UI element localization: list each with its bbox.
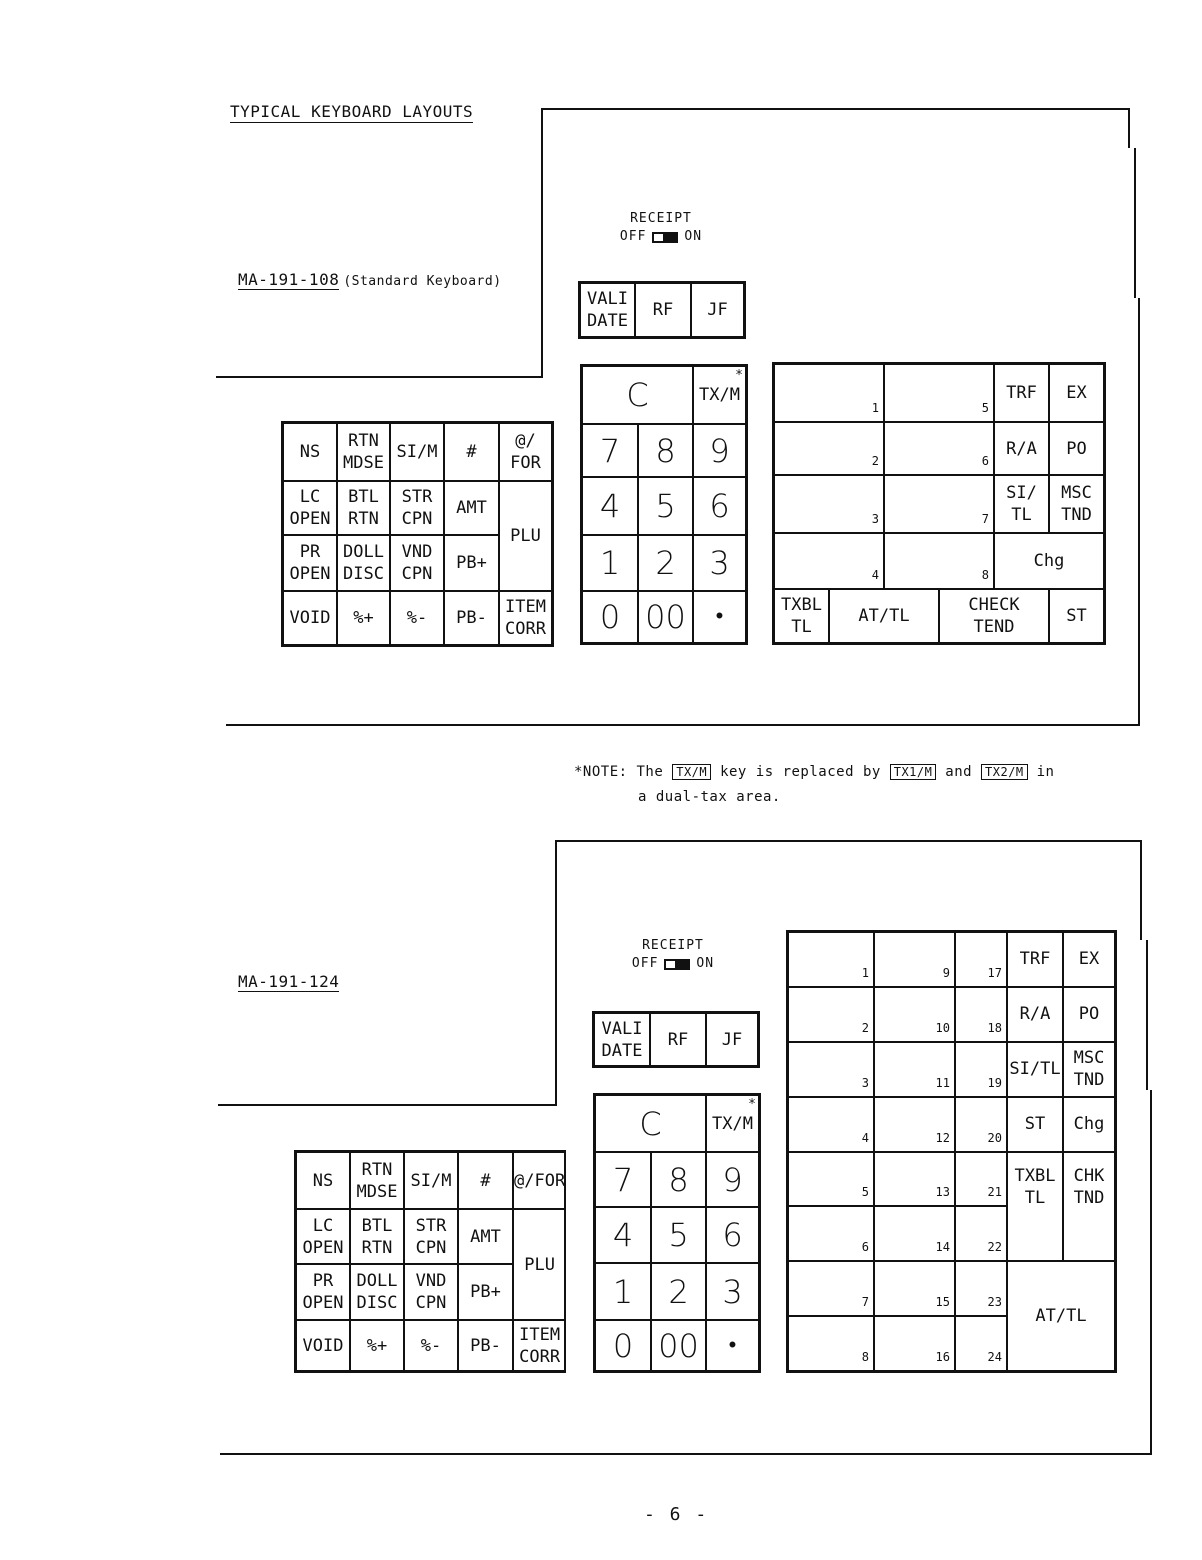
- frame-line: [541, 108, 1130, 110]
- key-item-corr[interactable]: ITEM CORR: [513, 1320, 566, 1371]
- frame-line: [555, 840, 1142, 842]
- key-str-cpn[interactable]: STR CPN: [390, 481, 444, 535]
- frame-line: [1146, 940, 1148, 1090]
- frame-line: [1138, 298, 1140, 724]
- key-ex[interactable]: EX: [1063, 932, 1115, 987]
- receipt-switch[interactable]: [606, 210, 716, 246]
- receipt-label: RECEIPT: [642, 938, 704, 953]
- key-doll-disc[interactable]: DOLL DISC: [350, 1264, 404, 1320]
- left-keypad: [281, 421, 554, 647]
- key-pb-minus[interactable]: PB-: [444, 591, 499, 645]
- note-and: and: [945, 764, 973, 780]
- key-si-m[interactable]: SI/M: [390, 423, 444, 481]
- key-tx-m[interactable]: [693, 366, 746, 424]
- department-key-18[interactable]: 18: [955, 987, 1007, 1042]
- page-heading: TYPICAL KEYBOARD LAYOUTS: [230, 102, 474, 121]
- key-percent-minus[interactable]: %-: [404, 1320, 458, 1371]
- receipt-label: RECEIPT: [630, 211, 692, 226]
- key-void[interactable]: VOID: [296, 1320, 350, 1371]
- department-key-2[interactable]: 2: [788, 987, 874, 1042]
- key-9[interactable]: 9: [693, 424, 746, 477]
- key-pb-minus[interactable]: PB-: [458, 1320, 513, 1371]
- key-4[interactable]: 4: [582, 477, 638, 535]
- frame-line: [1134, 148, 1136, 298]
- key-msc-tnd[interactable]: MSC TND: [1049, 475, 1104, 533]
- department-key-12[interactable]: 12: [874, 1097, 955, 1152]
- department-key-11[interactable]: 11: [874, 1042, 955, 1097]
- key-trf[interactable]: TRF: [1007, 932, 1063, 987]
- key-0[interactable]: 0: [595, 1320, 651, 1371]
- key-8[interactable]: 8: [638, 424, 693, 477]
- department-key-17[interactable]: 17: [955, 932, 1007, 987]
- key-percent-plus[interactable]: %+: [337, 591, 390, 645]
- note-mid: key is replaced by: [720, 764, 881, 780]
- key-item-corr[interactable]: ITEM CORR: [499, 591, 552, 645]
- numeric-keypad: [593, 1093, 761, 1373]
- key-chk-tnd[interactable]: CHK TND: [1063, 1152, 1115, 1262]
- key-btl-rtn[interactable]: BTL RTN: [337, 481, 390, 535]
- department-key-5[interactable]: 5: [788, 1152, 874, 1207]
- department-key-9[interactable]: 9: [874, 932, 955, 987]
- key-r-a[interactable]: R/A: [994, 422, 1049, 475]
- key-validate[interactable]: VALI DATE: [594, 1013, 650, 1066]
- key-decimal[interactable]: •: [693, 591, 746, 643]
- key-rf[interactable]: RF: [635, 283, 691, 337]
- key-check-tend[interactable]: CHECK TEND: [939, 589, 1049, 643]
- department-key-13[interactable]: 13: [874, 1152, 955, 1207]
- department-key-4[interactable]: 4: [774, 533, 884, 589]
- dual-tax-note: [574, 760, 1054, 810]
- department-key-22[interactable]: 22: [955, 1206, 1007, 1261]
- frame-line: [218, 1104, 557, 1106]
- note-suffix: in: [1036, 764, 1055, 780]
- switch-off-label: OFF: [631, 956, 659, 971]
- key-hash[interactable]: #: [458, 1152, 513, 1209]
- frame-line: [555, 840, 557, 1105]
- key-st[interactable]: ST: [1007, 1097, 1063, 1152]
- key-amt[interactable]: AMT: [444, 481, 499, 535]
- key-validate[interactable]: VALI DATE: [580, 283, 635, 337]
- department-key-8[interactable]: 8: [884, 533, 994, 589]
- key-rtn-mdse[interactable]: RTN MDSE: [337, 423, 390, 481]
- key-po[interactable]: PO: [1049, 422, 1104, 475]
- key-jf[interactable]: JF: [691, 283, 744, 337]
- frame-line: [541, 108, 543, 376]
- key-1[interactable]: 1: [582, 535, 638, 591]
- frame-line: [1150, 1090, 1152, 1454]
- key-void[interactable]: VOID: [283, 591, 337, 645]
- note-prefix: *NOTE: The: [574, 764, 664, 780]
- department-key-3[interactable]: 3: [774, 475, 884, 533]
- key-rtn-mdse[interactable]: RTN MDSE: [350, 1152, 404, 1209]
- department-keypad: [786, 930, 1117, 1373]
- key-pb-plus[interactable]: PB+: [444, 535, 499, 591]
- department-key-6[interactable]: 6: [884, 422, 994, 475]
- toggle-switch-icon[interactable]: [664, 959, 690, 970]
- key-6[interactable]: 6: [706, 1207, 759, 1263]
- note-key-tx1-m: TX1/M: [890, 764, 937, 780]
- key-percent-plus[interactable]: %+: [350, 1320, 404, 1371]
- key-ns[interactable]: NS: [283, 423, 337, 481]
- key-2[interactable]: 2: [638, 535, 693, 591]
- department-key-7[interactable]: 7: [884, 475, 994, 533]
- key-1[interactable]: 1: [595, 1263, 651, 1320]
- key-4[interactable]: 4: [595, 1207, 651, 1263]
- switch-off-label: OFF: [619, 229, 647, 244]
- key-at-for[interactable]: @/FOR: [513, 1152, 566, 1209]
- key-0[interactable]: 0: [582, 591, 638, 643]
- key-7[interactable]: 7: [595, 1152, 651, 1207]
- key-txbl-tl[interactable]: TXBL TL: [774, 589, 829, 643]
- department-key-23[interactable]: 23: [955, 1261, 1007, 1316]
- key-clear[interactable]: C: [582, 366, 693, 424]
- key-si-m[interactable]: SI/M: [404, 1152, 458, 1209]
- key-percent-minus[interactable]: %-: [390, 591, 444, 645]
- key-po[interactable]: PO: [1063, 987, 1115, 1042]
- key-r-a[interactable]: R/A: [1007, 987, 1063, 1042]
- department-key-8[interactable]: 8: [788, 1316, 874, 1371]
- key-si-tl[interactable]: SI/TL: [1007, 1042, 1063, 1097]
- key-txbl-tl[interactable]: TXBL TL: [1007, 1152, 1063, 1262]
- department-key-7[interactable]: 7: [788, 1261, 874, 1316]
- key-clear[interactable]: C: [595, 1095, 706, 1152]
- note-star: *: [748, 1097, 756, 1112]
- key-decimal[interactable]: •: [706, 1320, 759, 1371]
- function-keys-top: [578, 281, 746, 339]
- frame-line: [1140, 840, 1142, 940]
- department-key-1[interactable]: 1: [774, 364, 884, 422]
- key-st[interactable]: ST: [1049, 589, 1104, 643]
- key-si-tl[interactable]: SI/ TL: [994, 475, 1049, 533]
- department-key-1[interactable]: 1: [788, 932, 874, 987]
- frame-line: [226, 724, 1140, 726]
- key-8[interactable]: 8: [651, 1152, 706, 1207]
- key-hash[interactable]: #: [444, 423, 499, 481]
- key-3[interactable]: 3: [693, 535, 746, 591]
- key-tx-m[interactable]: [706, 1095, 759, 1152]
- key-doll-disc[interactable]: DOLL DISC: [337, 535, 390, 591]
- key-btl-rtn[interactable]: BTL RTN: [350, 1209, 404, 1264]
- frame-line: [216, 376, 543, 378]
- key-at-tl[interactable]: AT/TL: [829, 589, 939, 643]
- key-rf[interactable]: RF: [650, 1013, 706, 1066]
- note-key-tx2-m: TX2/M: [981, 764, 1028, 780]
- tx-m-label: TX/M: [712, 1113, 753, 1134]
- model-label: [238, 972, 339, 991]
- model-label: [238, 270, 502, 289]
- key-plu[interactable]: PLU: [513, 1209, 566, 1320]
- key-00[interactable]: 00: [651, 1320, 706, 1371]
- department-key-5[interactable]: 5: [884, 364, 994, 422]
- key-lc-open[interactable]: LC OPEN: [296, 1209, 350, 1264]
- department-key-15[interactable]: 15: [874, 1261, 955, 1316]
- key-vnd-cpn[interactable]: VND CPN: [390, 535, 444, 591]
- note-line2: a dual-tax area.: [638, 789, 781, 805]
- numeric-keypad: [580, 364, 748, 645]
- key-ns[interactable]: NS: [296, 1152, 350, 1209]
- note-star: *: [735, 368, 743, 383]
- department-key-20[interactable]: 20: [955, 1097, 1007, 1152]
- toggle-switch-icon[interactable]: [652, 232, 678, 243]
- tx-m-label: TX/M: [699, 385, 740, 405]
- department-key-10[interactable]: 10: [874, 987, 955, 1042]
- key-chg[interactable]: Chg: [994, 533, 1104, 589]
- key-00[interactable]: 00: [638, 591, 693, 643]
- function-keys-top: [592, 1011, 760, 1068]
- model-desc: (Standard Keyboard): [343, 274, 502, 289]
- page-number: - 6 -: [644, 1504, 709, 1525]
- key-9[interactable]: 9: [706, 1152, 759, 1207]
- key-5[interactable]: 5: [638, 477, 693, 535]
- receipt-switch[interactable]: [618, 937, 728, 973]
- key-trf[interactable]: TRF: [994, 364, 1049, 422]
- key-pr-open[interactable]: PR OPEN: [296, 1264, 350, 1320]
- key-3[interactable]: 3: [706, 1263, 759, 1320]
- key-at-for[interactable]: @/ FOR: [499, 423, 552, 481]
- switch-on-label: ON: [684, 229, 703, 244]
- key-amt[interactable]: AMT: [458, 1209, 513, 1264]
- key-pb-plus[interactable]: PB+: [458, 1264, 513, 1320]
- department-keypad: [772, 362, 1106, 645]
- left-keypad: [294, 1150, 566, 1373]
- department-key-2[interactable]: 2: [774, 422, 884, 475]
- department-key-19[interactable]: 19: [955, 1042, 1007, 1097]
- key-6[interactable]: 6: [693, 477, 746, 535]
- department-key-16[interactable]: 16: [874, 1316, 955, 1371]
- key-jf[interactable]: JF: [706, 1013, 758, 1066]
- model-code: MA-191-124: [238, 972, 340, 991]
- department-key-21[interactable]: 21: [955, 1152, 1007, 1207]
- key-plu[interactable]: PLU: [499, 481, 552, 591]
- key-msc-tnd[interactable]: MSC TND: [1063, 1042, 1115, 1097]
- model-code: MA-191-108: [238, 270, 340, 289]
- department-key-4[interactable]: 4: [788, 1097, 874, 1152]
- department-key-3[interactable]: 3: [788, 1042, 874, 1097]
- frame-line: [1128, 108, 1130, 148]
- department-key-24[interactable]: 24: [955, 1316, 1007, 1371]
- key-pr-open[interactable]: PR OPEN: [283, 535, 337, 591]
- switch-on-label: ON: [696, 956, 715, 971]
- key-5[interactable]: 5: [651, 1207, 706, 1263]
- department-key-14[interactable]: 14: [874, 1206, 955, 1261]
- key-at-tl[interactable]: AT/TL: [1007, 1261, 1115, 1371]
- frame-line: [220, 1453, 1152, 1455]
- note-key-tx-m: TX/M: [672, 764, 711, 780]
- key-2[interactable]: 2: [651, 1263, 706, 1320]
- department-key-6[interactable]: 6: [788, 1206, 874, 1261]
- key-vnd-cpn[interactable]: VND CPN: [404, 1264, 458, 1320]
- key-chg[interactable]: Chg: [1063, 1097, 1115, 1152]
- key-7[interactable]: 7: [582, 424, 638, 477]
- key-lc-open[interactable]: LC OPEN: [283, 481, 337, 535]
- key-str-cpn[interactable]: STR CPN: [404, 1209, 458, 1264]
- key-ex[interactable]: EX: [1049, 364, 1104, 422]
